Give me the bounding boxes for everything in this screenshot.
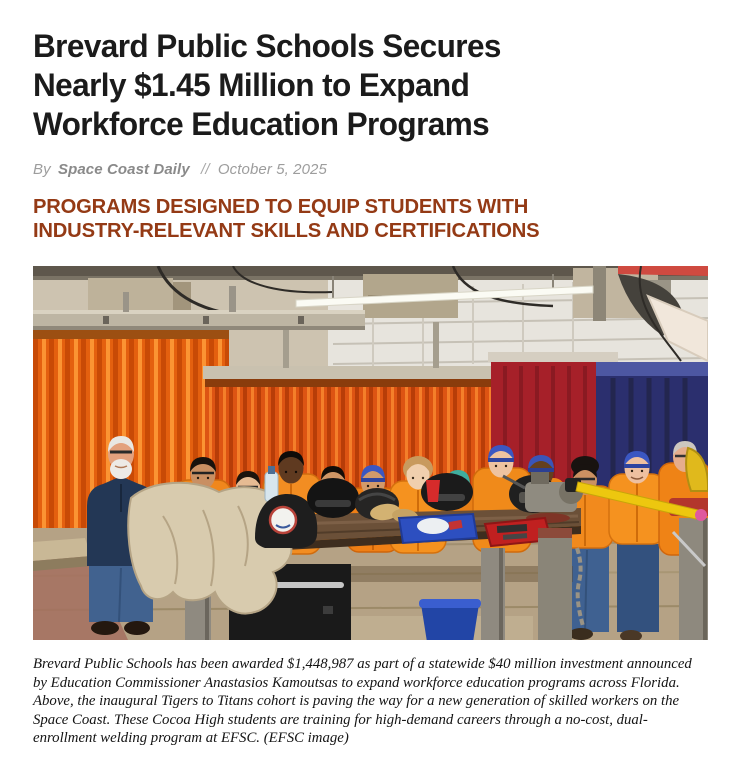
headline-line-3: Workforce Education Programs <box>33 106 490 142</box>
page-title <box>33 27 689 144</box>
welding-class-photo-illustration <box>33 266 708 640</box>
blue-bucket <box>421 604 479 640</box>
red-cup <box>426 480 440 502</box>
byline-date: October 5, 2025 <box>217 161 327 178</box>
article <box>33 0 709 763</box>
byline <box>33 161 709 178</box>
byline-separator: // <box>201 161 210 178</box>
subheadline <box>33 195 709 242</box>
byline-author[interactable]: Space Coast Daily <box>58 161 190 178</box>
headline-line-2: Nearly $1.45 Million to Expand <box>33 67 470 103</box>
article-photo <box>33 266 708 640</box>
subheadline-line-2: INDUSTRY-RELEVANT SKILLS AND CERTIFICATIONS <box>33 218 540 242</box>
byline-prefix: By <box>33 161 51 178</box>
student <box>609 451 665 640</box>
headline-line-1: Brevard Public Schools Secures <box>33 28 501 64</box>
subheadline-line-1: PROGRAMS DESIGNED TO EQUIP STUDENTS WITH <box>33 195 529 218</box>
photo-caption: Brevard Public Schools has been awarded $1,448,987 as part of a statewide $40 million investment announced by Education Commissioner Anastasios Kamoutsas to expand workforce education programs across Florida. Above, the inaugural Tigers to Titans cohort is paving the way for a new generation of skilled workers on the Space Coast. These Cocoa High students are training for high-demand careers through a no-cost, dual-enrollment welding program at EFSC. (EFSC image) <box>33 656 692 747</box>
